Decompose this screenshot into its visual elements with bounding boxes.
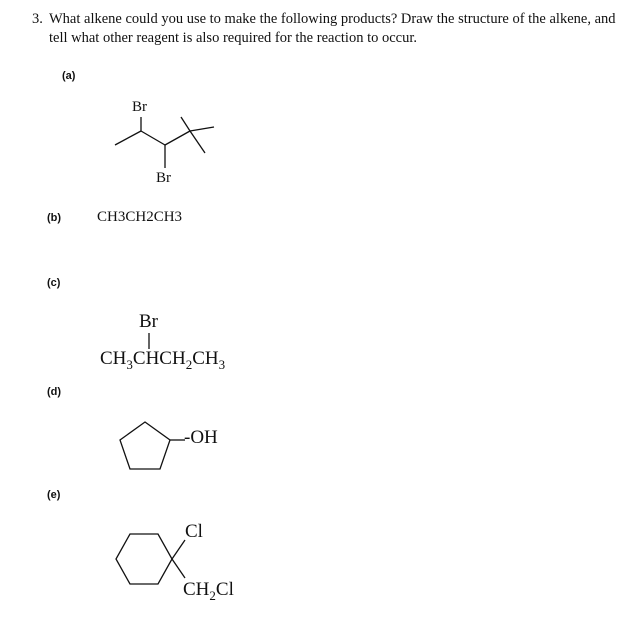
formula-text: CH	[125, 209, 147, 225]
part-b-label: (b)	[47, 212, 62, 224]
formula-digit: 3	[117, 209, 126, 225]
formula-subscript: 2	[209, 587, 216, 603]
formula-text: CH	[192, 348, 219, 369]
formula-digit: 3	[174, 209, 183, 225]
part-a-br-top: Br	[132, 99, 147, 115]
part-a-br-bottom: Br	[156, 170, 171, 186]
part-d-label: (d)	[47, 386, 62, 398]
formula-text: CH	[100, 348, 127, 369]
formula-subscript: 3	[218, 356, 226, 372]
formula-subscript: 3	[126, 356, 133, 372]
formula-text: CH	[153, 209, 175, 225]
part-e-label: (e)	[47, 489, 61, 501]
question-number: 3.	[32, 11, 43, 27]
part-e-substituent-top: Cl	[185, 521, 203, 542]
part-e-substituent-bottom	[183, 580, 234, 606]
question-text: What alkene could you use to make the following products? Draw the structure of the alkene, and tell what other reagent is also required for the reaction to occur.	[49, 11, 616, 46]
formula-text: CH	[97, 209, 118, 225]
formula-digit: 2	[146, 209, 154, 225]
part-c-br: Br	[139, 311, 158, 332]
formula-text: CHCH	[132, 348, 186, 369]
part-a-label: (a)	[62, 70, 76, 82]
formula-text: CH	[183, 579, 210, 600]
formula-subscript: 2	[185, 356, 193, 372]
part-c-label: (c)	[47, 277, 61, 289]
part-d-substituent: -OH	[184, 427, 218, 448]
formula-text: Cl	[215, 579, 234, 600]
